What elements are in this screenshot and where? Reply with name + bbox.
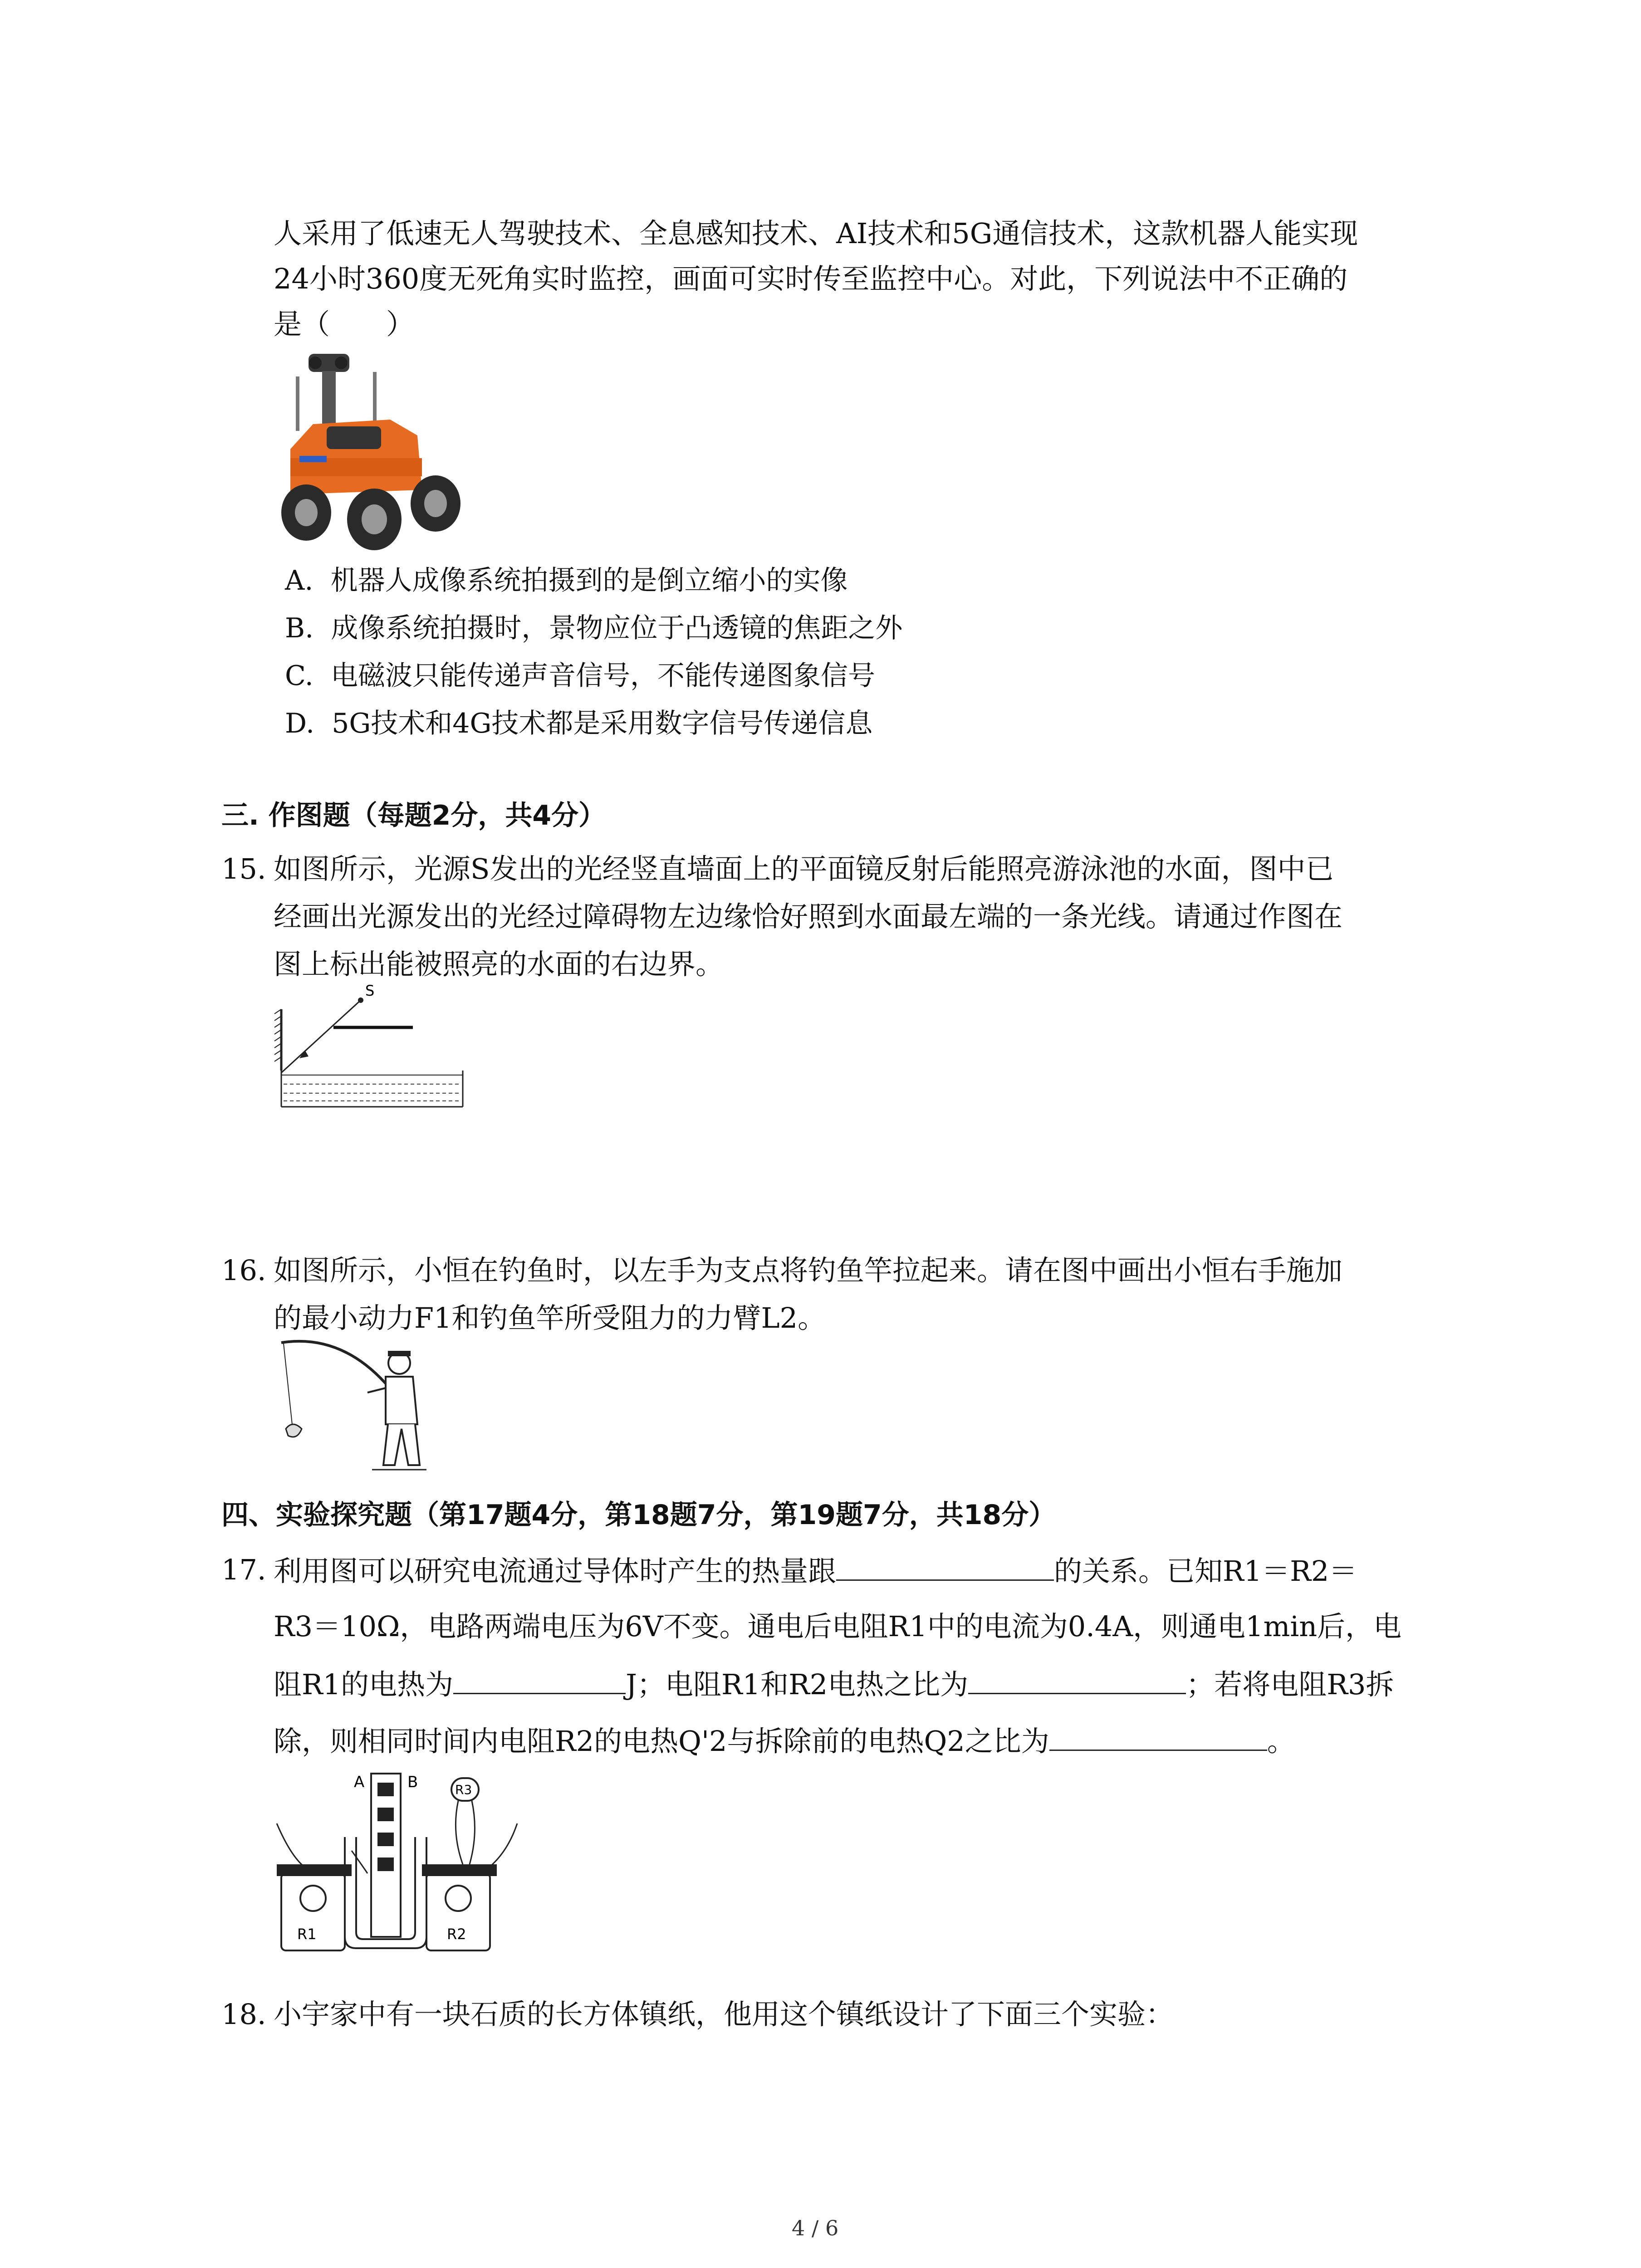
blank-3[interactable] bbox=[968, 1669, 1186, 1694]
tube-label-b: B bbox=[407, 1773, 418, 1791]
option-c: C. 电磁波只能传递声音信号，不能传递图象信号 bbox=[285, 660, 875, 692]
q15-number: 15. bbox=[221, 852, 266, 885]
q17-line-3: 阻R1的电热为 J；电阻R1和R2电热之比为 ；若将电阻R3拆 bbox=[274, 1668, 1394, 1701]
light-source-label: S bbox=[365, 982, 375, 999]
section-4-title: 四、实验探究题（第17题4分，第18题7分，第19题7分，共18分） bbox=[221, 1499, 1056, 1531]
tube-label-a: A bbox=[354, 1773, 365, 1791]
q17-line-4: 除，则相同时间内电阻R2的电热Q'2与拆除前的电热Q2之比为 。 bbox=[274, 1725, 1295, 1758]
robot-figure bbox=[272, 345, 472, 558]
page-number: 4 / 6 bbox=[792, 2216, 839, 2240]
q18-number: 18. bbox=[221, 1998, 266, 2031]
q16-line-2: 的最小动力F1和钓鱼竿所受阻力的力臂L2。 bbox=[274, 1301, 826, 1334]
q14-line-2: 24小时360度无死角实时监控，画面可实时传至监控中心。对此，下列说法中不正确的 bbox=[274, 262, 1348, 295]
resistor-label-r2: R2 bbox=[447, 1926, 466, 1943]
q17-number: 17. bbox=[221, 1553, 266, 1586]
q15-line-1: 如图所示，光源S发出的光经竖直墙面上的平面镜反射后能照亮游泳池的水面，图中已 bbox=[274, 852, 1334, 885]
option-b: B. 成像系统拍摄时，景物应位于凸透镜的焦距之外 bbox=[285, 612, 903, 644]
resistor-label-r1: R1 bbox=[297, 1926, 317, 1943]
blank-1[interactable] bbox=[836, 1556, 1054, 1581]
resistor-label-r3: R3 bbox=[455, 1782, 472, 1797]
q14-line-1: 人采用了低速无人驾驶技术、全息感知技术、AI技术和5G通信技术，这款机器人能实现 bbox=[274, 217, 1358, 250]
blank-4[interactable] bbox=[1049, 1726, 1267, 1751]
fishing-figure bbox=[272, 1338, 436, 1474]
q15-line-2: 经画出光源发出的光经过障碍物左边缘恰好照到水面最左端的一条光线。请通过作图在 bbox=[274, 900, 1343, 933]
q15-line-3: 图上标出能被照亮的水面的右边界。 bbox=[274, 948, 724, 981]
pool-mirror-figure bbox=[272, 982, 481, 1118]
q16-line-1: 如图所示，小恒在钓鱼时，以左手为支点将钓鱼竿拉起来。请在图中画出小恒右手施加 bbox=[274, 1254, 1343, 1287]
joule-heating-apparatus-figure bbox=[272, 1769, 526, 1960]
blank-2[interactable] bbox=[453, 1669, 626, 1694]
q14-line-3: 是（ ） bbox=[274, 308, 415, 341]
section-3-title: 三. 作图题（每题2分，共4分） bbox=[221, 800, 606, 831]
q17-line-1: 利用图可以研究电流通过导体时产生的热量跟 的关系。已知R1＝R2＝ bbox=[274, 1554, 1357, 1588]
option-d: D. 5G技术和4G技术都是采用数字信号传递信息 bbox=[285, 708, 873, 739]
option-a: A. 机器人成像系统拍摄到的是倒立缩小的实像 bbox=[285, 565, 848, 596]
q18-line-1: 小宇家中有一块石质的长方体镇纸，他用这个镇纸设计了下面三个实验： bbox=[274, 1998, 1174, 2031]
q17-line-2: R3＝10Ω，电路两端电压为6V不变。通电后电阻R1中的电流为0.4A，则通电1min后，电 bbox=[274, 1610, 1402, 1643]
q16-number: 16. bbox=[221, 1254, 266, 1287]
